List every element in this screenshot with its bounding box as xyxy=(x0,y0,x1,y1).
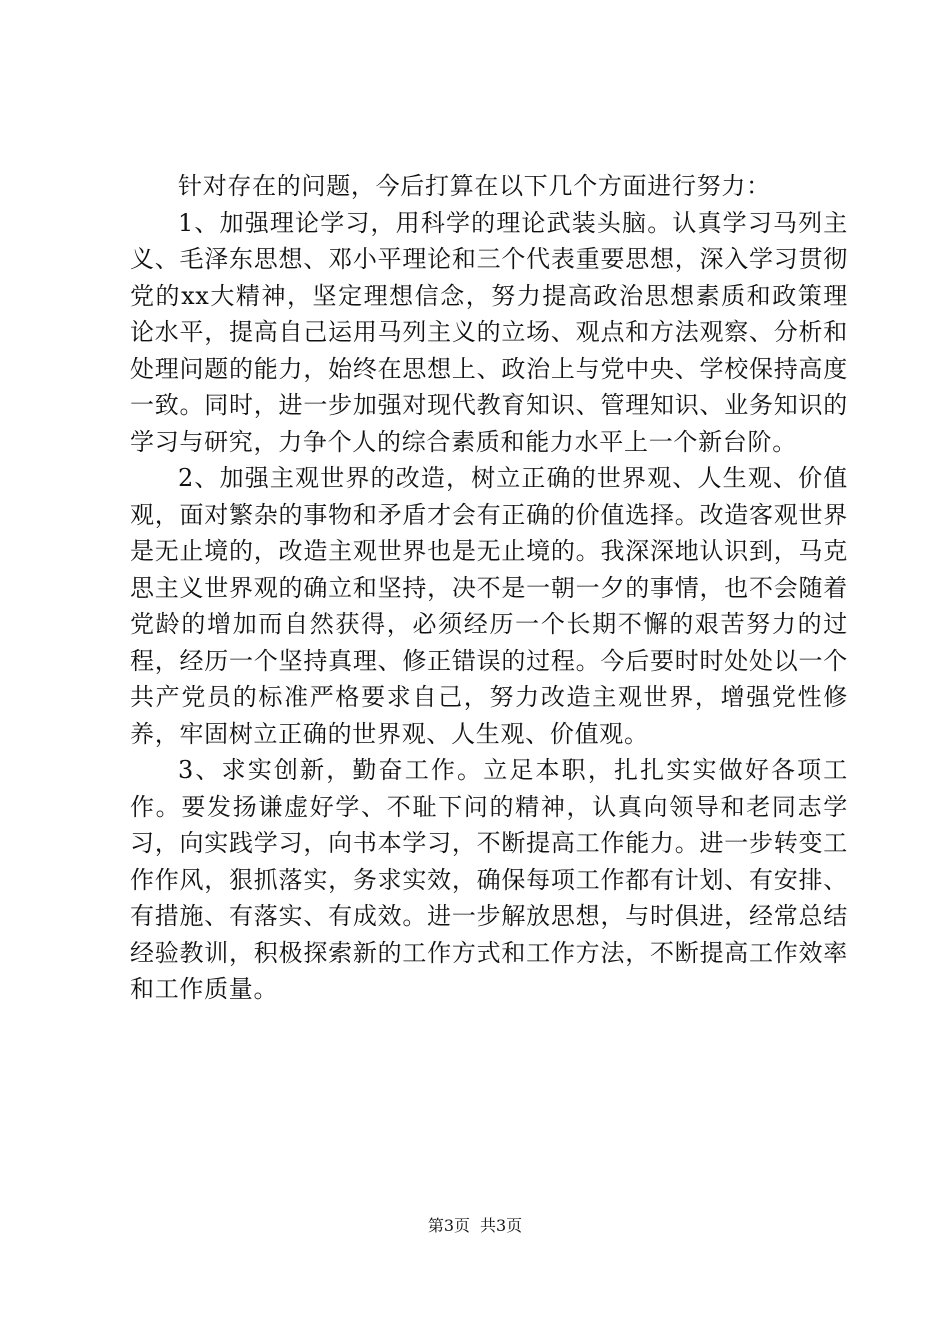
page-total: 共3页 xyxy=(480,1216,523,1235)
paragraph-item-3: 3、求实创新，勤奋工作。立足本职，扎扎实实做好各项工作。要发扬谦虚好学、不耻下问的精神，认真向领导和老同志学习，向实践学习，向书本学习，不断提高工作能力。进一步转变工作作风，狠抓落实，务求实效，确保每项工作都有计划、有安排、有措施、有落实、有成效。进一步解放思想，与时俱进，经常总结经验教训，积极探索新的工作方式和工作方法，不断提高工作效率和工作质量。 xyxy=(130,756,848,1003)
page-footer xyxy=(0,1216,950,1236)
paragraph-item-2: 2、加强主观世界的改造，树立正确的世界观、人生观、价值观，面对繁杂的事物和矛盾才会有正确的价值选择。改造客观世界是无止境的，改造主观世界也是无止境的。我深深地认识到，马克思主义世界观的确立和坚持，决不是一朝一夕的事情，也不会随着党龄的增加而自然获得，必须经历一个长期不懈的艰苦努力的过程，经历一个坚持真理、修正错误的过程。今后要时时处处以一个共产党员的标准严格要求自己，努力改造主观世界，增强党性修养，牢固树立正确的世界观、人生观、价值观。 xyxy=(130,464,848,748)
document-body xyxy=(130,168,848,1008)
paragraph-item-1: 1、加强理论学习，用科学的理论武装头脑。认真学习马列主义、毛泽东思想、邓小平理论和三个代表重要思想，深入学习贯彻党的xx大精神，坚定理想信念，努力提高政治思想素质和政策理论水平，提高自己运用马列主义的立场、观点和方法观察、分析和处理问题的能力，始终在思想上、政治上与党中央、学校保持高度一致。同时，进一步加强对现代教育知识、管理知识、业务知识的学习与研究，力争个人的综合素质和能力水平上一个新台阶。 xyxy=(130,208,848,456)
page-number: 第3页 xyxy=(427,1216,470,1235)
paragraph-intro: 针对存在的问题，今后打算在以下几个方面进行努力： xyxy=(178,172,771,200)
